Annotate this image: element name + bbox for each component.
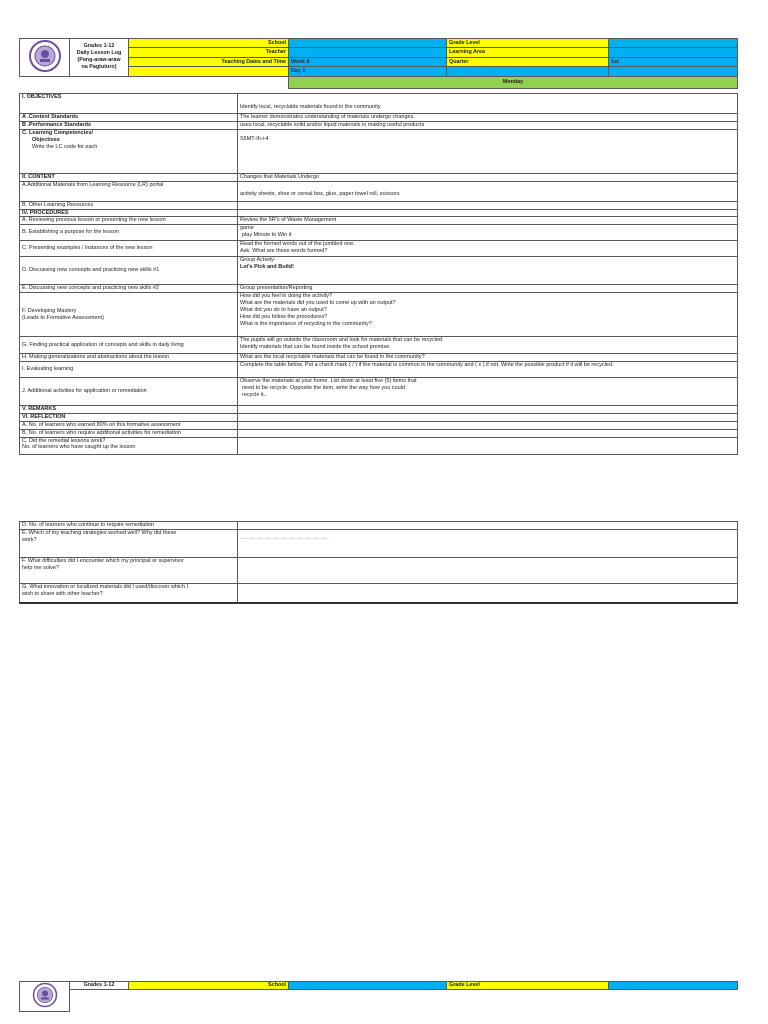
quarter-value[interactable]: 1st — [609, 57, 738, 66]
proc-g-label: G. Finding practical application of concepts and skills in daily living — [20, 337, 238, 354]
grade-level-value[interactable] — [609, 39, 738, 48]
footer-title: Grades 1-12 — [70, 982, 129, 990]
reflection-label: VI. REFLECTION — [20, 413, 238, 421]
reflection-table — [19, 521, 738, 604]
deped-seal-icon — [32, 982, 58, 1008]
footer-spacer-2 — [129, 990, 738, 1011]
refl-g-value[interactable] — [238, 583, 738, 603]
objectives-value[interactable]: Identify local, recyclable materials found in the community — [238, 94, 738, 114]
refl-f-value[interactable] — [238, 557, 738, 583]
content-label: II. CONTENT — [20, 173, 238, 181]
proc-a-label: A. Reviewing previous lesson or presenting the new lesson — [20, 217, 238, 225]
refl-d-value[interactable] — [238, 522, 738, 530]
teacher-label: Teacher — [129, 48, 289, 57]
refl-a-label: A. No. of learners who earned 80% on this formative assessment — [20, 421, 238, 429]
dates-label-blank — [129, 67, 289, 76]
proc-f-value[interactable]: How did you feel in doing the activity? What are the materials did you used to come up with an output? What did you do to have an output? How did you follow the procedures? What is the importance of recycling in the community? — [238, 293, 738, 337]
proc-b-label: B. Establishing a purpose for the lesson — [20, 225, 238, 241]
next-page-header — [19, 981, 738, 1012]
reflection-value — [238, 413, 738, 421]
other-resources-value[interactable] — [238, 201, 738, 209]
refl-b-value[interactable] — [238, 429, 738, 437]
proc-a-value[interactable]: Review the 5R's of Waste Management — [238, 217, 738, 225]
lr-portal-value[interactable]: activity sheets, shoe or cereal box, glue, paper towel roll, scissors — [238, 181, 738, 201]
footer-school-label: School — [129, 982, 289, 990]
footer-grade-level-value[interactable] — [609, 982, 738, 990]
lesson-table — [19, 93, 738, 455]
objectives-label: I. OBJECTIVES — [20, 94, 238, 114]
proc-c-label: C. Presenting examples / instances of the new lesson — [20, 241, 238, 257]
proc-j-label: J. Additional activities for application or remediation — [20, 378, 238, 406]
content-standards-label: A .Content Standards — [20, 114, 238, 122]
day-value[interactable]: Day 1 — [289, 67, 447, 76]
performance-standards-label: B .Performance Standards — [20, 121, 238, 129]
competencies-label: C. Learning Competencies/ Objectives Write the LC code for each — [20, 129, 238, 173]
refl-d-label: D. No. of learners who continue to require remediation — [20, 522, 238, 530]
log-title: Grades 1-12 Daily Lesson Log (Pang-araw-araw na Pagtuturo) — [70, 39, 129, 77]
procedures-value — [238, 209, 738, 217]
quarter-label: Quarter — [447, 57, 609, 66]
refl-f-label: F. What difficulties did I encounter which my principal or supervisor help me solve? — [20, 557, 238, 583]
proc-g-value[interactable]: The pupils will go outside the classroom and look for materials that can be recycled. Identify materials that can be found inside the school premise. — [238, 337, 738, 354]
procedures-label: IV. PROCEDURES — [20, 209, 238, 217]
faint-divider — [240, 538, 330, 539]
remarks-value[interactable] — [238, 406, 738, 414]
footer-logo-cell — [20, 982, 70, 1012]
learning-area-value[interactable] — [609, 48, 738, 57]
content-standards-value[interactable]: The learner demonstrates understanding of materials undergo changes. — [238, 114, 738, 122]
teacher-value[interactable] — [289, 48, 447, 57]
proc-h-label: H. Making generalizations and abstractions about the lesson — [20, 354, 238, 362]
refl-c-label: C. Did the remedial lessons work? No. of learners who have caught up the lesson — [20, 437, 238, 454]
proc-j-value[interactable]: Observe the materials at your home. List down at least five (5) items that need to be recycle. Opposite the item, write the way how you could recycle it.. — [238, 378, 738, 406]
performance-standards-value[interactable]: uses local, recyclable solid and/or liquid materials in making useful products — [238, 121, 738, 129]
school-value[interactable] — [289, 39, 447, 48]
day-heading: Monday — [289, 76, 738, 88]
logo-cell — [20, 39, 70, 77]
refl-b-label: B. No. of learners who require additional activities for remediation — [20, 429, 238, 437]
proc-h-value[interactable]: What are the local recyclable materials that can be found in the community? — [238, 354, 738, 362]
competencies-value[interactable]: S5MT-Ih-i-4 — [238, 129, 738, 173]
refl-e-label: E. Which of my teaching strategies worked well? Why did these work? — [20, 529, 238, 557]
proc-i-value[interactable]: Complete the table below. Put a check mark ( / ) if the material is common in the community and ( x ) if not. Write the possible product if it will be recycled. — [238, 362, 738, 378]
refl-c-value[interactable] — [238, 437, 738, 454]
footer-spacer — [70, 990, 129, 1011]
proc-d-label: D. Discussing new concepts and practicing new skills #1 — [20, 257, 238, 285]
proc-c-value[interactable]: Read the formed words out of the jumbled one. Ask: What are those words formed? — [238, 241, 738, 257]
proc-i-label: I. Evaluating learning — [20, 362, 238, 378]
refl-g-label: G. What innovation or localized materials did I used/discover which I wish to share with other teacher? — [20, 583, 238, 603]
header-blank-1 — [447, 67, 609, 76]
proc-b-value[interactable]: game play Minute to Win it — [238, 225, 738, 241]
day-heading-spacer — [20, 76, 289, 88]
proc-e-value[interactable]: Group presentation/Reporting — [238, 285, 738, 293]
remarks-label: V. REMARKS — [20, 406, 238, 414]
dates-label: Teaching Dates and Time — [129, 57, 289, 66]
proc-f-label: F. Developing Mastery (Leads to Formative Assessment) — [20, 293, 238, 337]
header-table — [19, 38, 738, 89]
other-resources-label: B. Other Learning Resources — [20, 201, 238, 209]
learning-area-label: Learning Area — [447, 48, 609, 57]
footer-grade-level-label: Grade Level — [447, 982, 609, 990]
school-label: School — [129, 39, 289, 48]
content-value[interactable]: Changes that Materials Undergo — [238, 173, 738, 181]
proc-e-label: E. Discussing new concepts and practicing new skills #2 — [20, 285, 238, 293]
lr-portal-label: A.Additional Materials from Learning Resource (LR) portal — [20, 181, 238, 201]
footer-school-value[interactable] — [289, 982, 447, 990]
header-blank-2 — [609, 67, 738, 76]
proc-d-value[interactable]: Group Activity- Let's Pick and Build! — [238, 257, 738, 285]
deped-seal-icon — [28, 39, 62, 73]
week-value[interactable]: Week 8 — [289, 57, 447, 66]
refl-a-value[interactable] — [238, 421, 738, 429]
grade-level-label: Grade Level — [447, 39, 609, 48]
refl-e-value[interactable] — [238, 529, 738, 557]
